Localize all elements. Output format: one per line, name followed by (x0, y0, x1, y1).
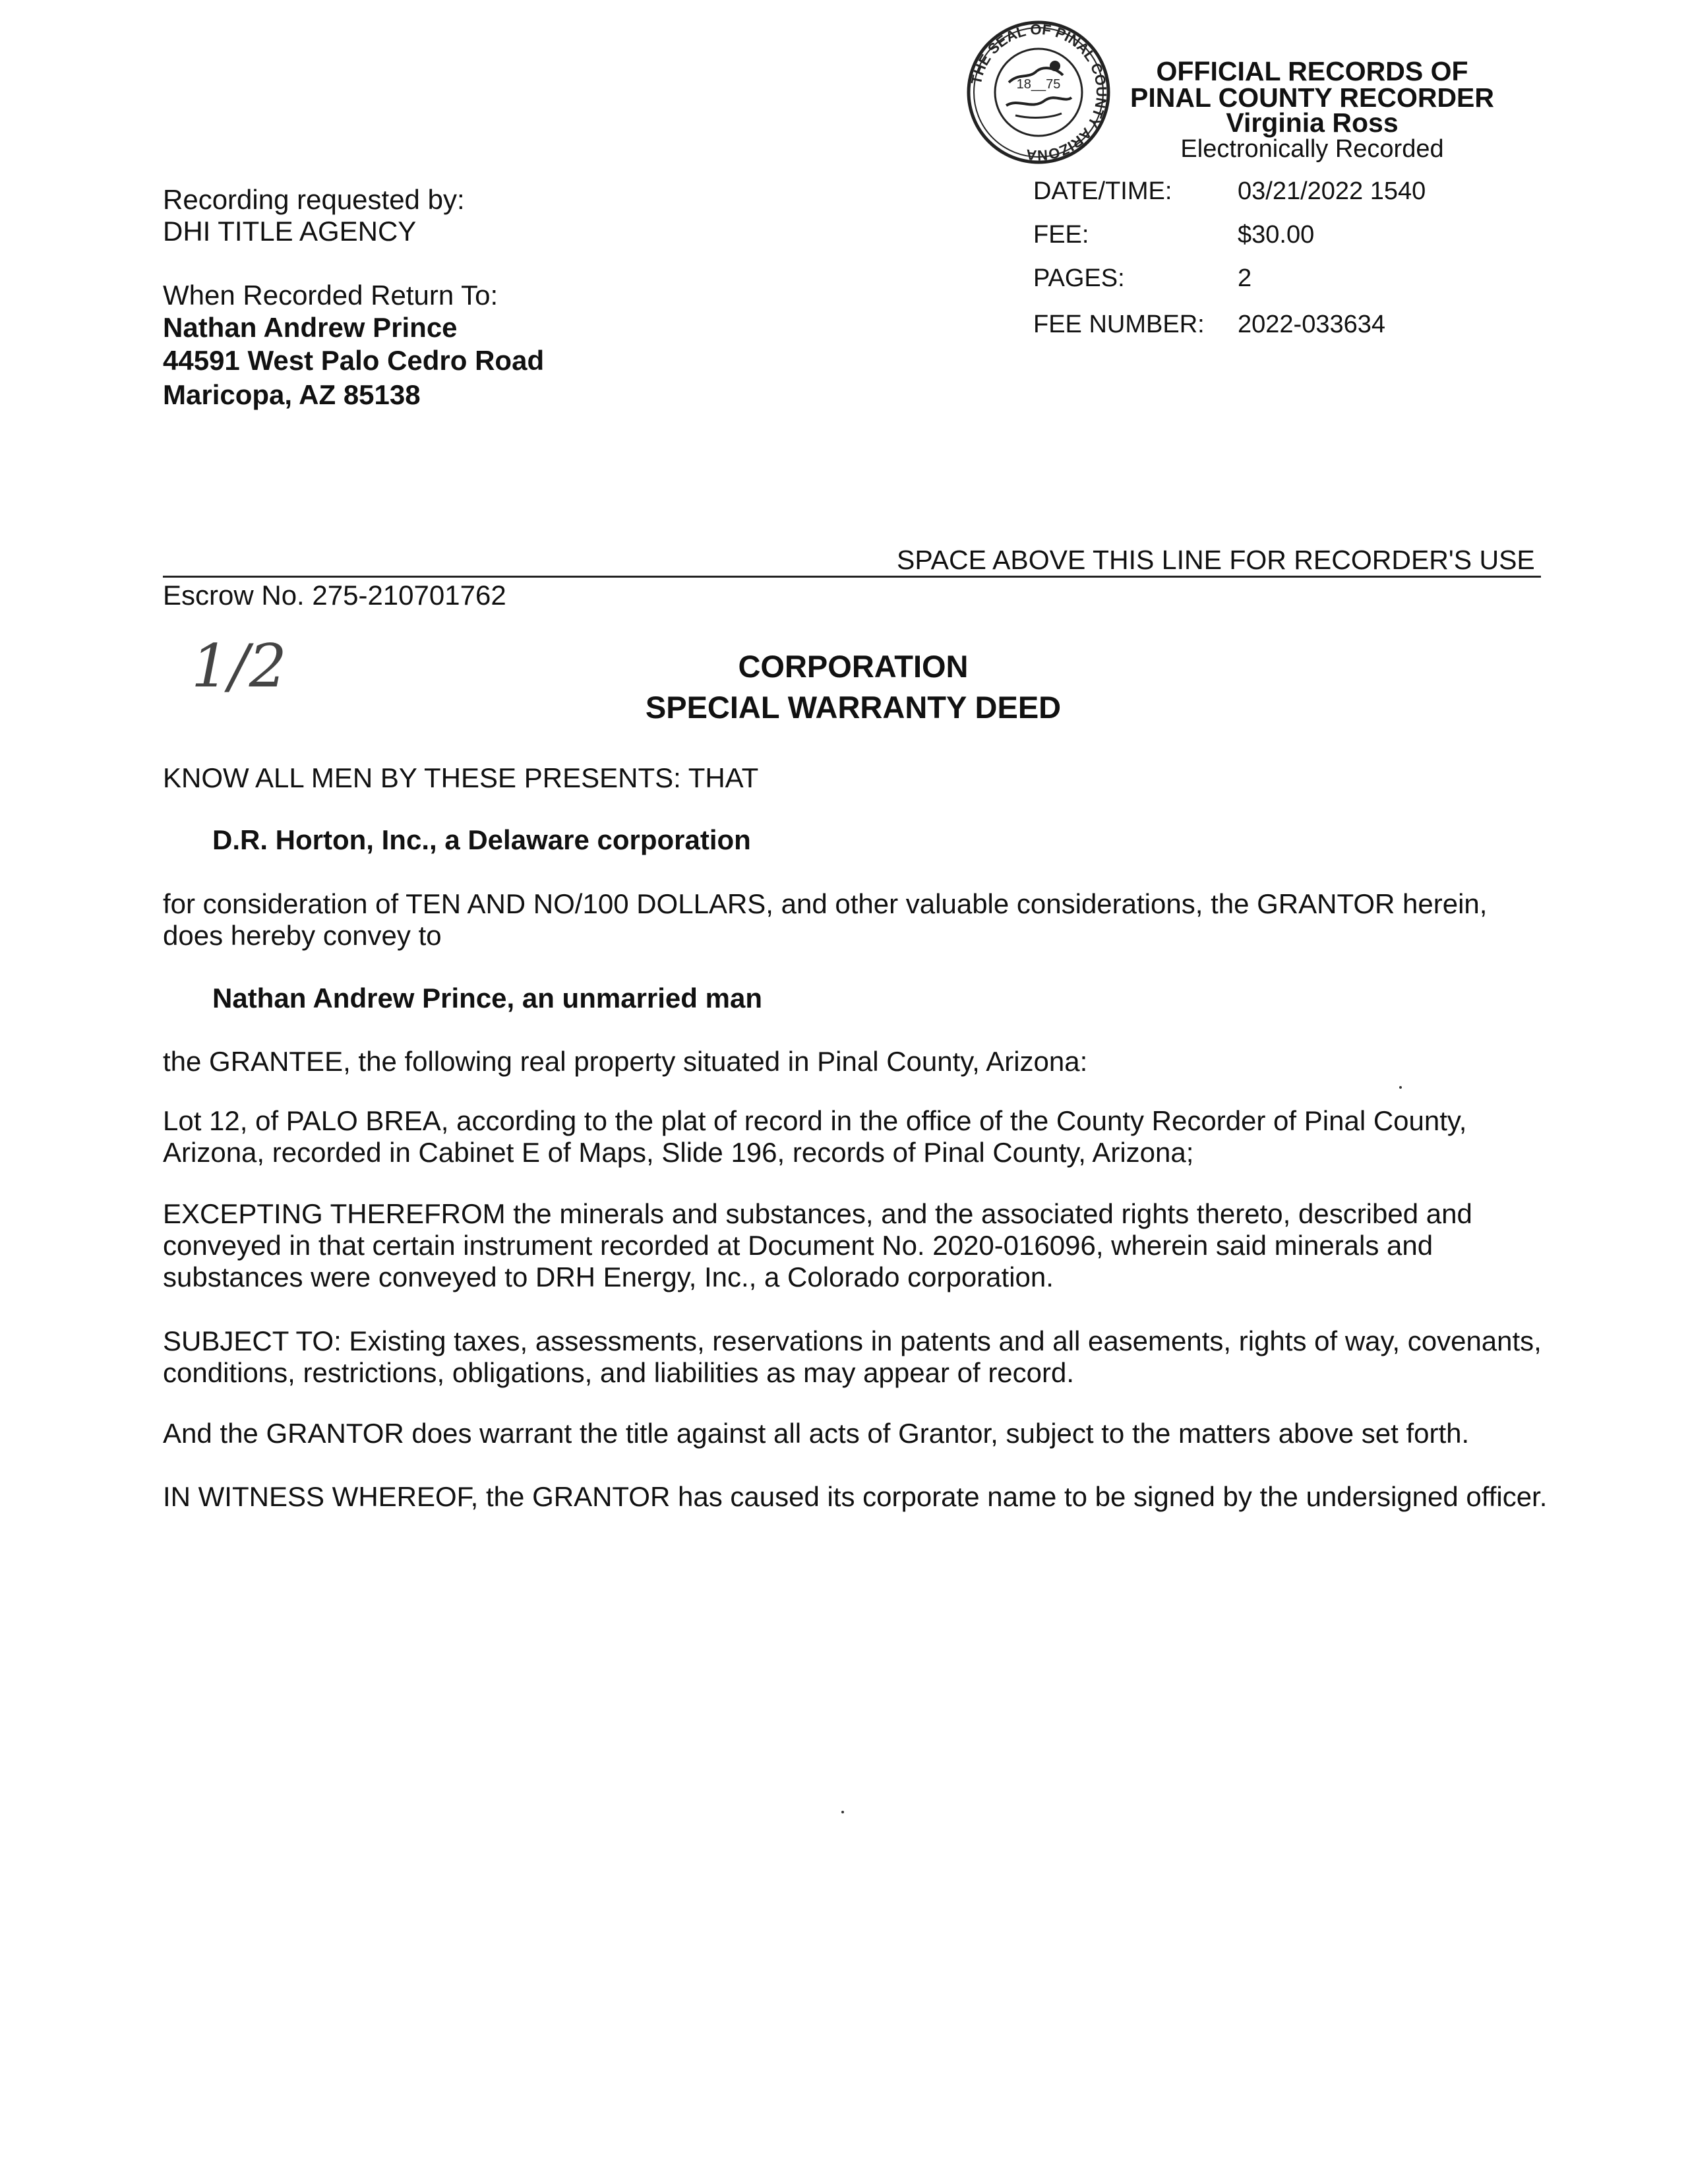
intro-text: KNOW ALL MEN BY THESE PRESENTS: THAT (163, 762, 759, 793)
witness-clause: IN WITNESS WHEREOF, the GRANTOR has caused its corporate name to be signed by the undersigned officer. (163, 1481, 1548, 1512)
consideration-text: for consideration of TEN AND NO/100 DOLLARS, and other valuable considerations, the GRANTOR herein, does hereby convey to (163, 888, 1488, 951)
seal-year: 18__75 (1016, 77, 1061, 92)
pages-value: 2 (1238, 264, 1252, 292)
property-intro: the GRANTEE, the following real property situated in Pinal County, Arizona: (163, 1046, 1088, 1077)
fee-number-label: FEE NUMBER: (1033, 311, 1205, 338)
deed-title-line1: CORPORATION (738, 649, 969, 684)
scan-speck (1399, 1086, 1402, 1089)
grantee-name: Nathan Andrew Prince, an unmarried man (212, 983, 762, 1014)
deed-title-line2: SPECIAL WARRANTY DEED (645, 690, 1062, 725)
county-seal (963, 20, 1114, 165)
requested-by-value: DHI TITLE AGENCY (163, 216, 417, 247)
handwritten-mark: 1/2 (191, 632, 287, 701)
recording-status: Electronically Recorded (1180, 135, 1444, 163)
fee-value: $30.00 (1238, 221, 1315, 249)
recorder-line2: PINAL COUNTY RECORDER (1130, 82, 1495, 113)
legal-description: Lot 12, of PALO BREA, according to the plat of record in the office of the County Recorder of Pinal County, Arizona, recorded in Cabinet E of Maps, Slide 196, records of Pinal County, Arizona; (163, 1105, 1467, 1168)
recorder-use-note: SPACE ABOVE THIS LINE FOR RECORDER'S USE (897, 545, 1535, 575)
recorder-line1: OFFICIAL RECORDS OF (1156, 56, 1468, 86)
recorder-use-divider (163, 576, 1541, 578)
return-to-name: Nathan Andrew Prince (163, 312, 458, 343)
pages-label: PAGES: (1033, 264, 1125, 292)
grantor-name: D.R. Horton, Inc., a Delaware corporation (212, 824, 751, 855)
datetime-label: DATE/TIME: (1033, 177, 1172, 205)
return-to-street: 44591 West Palo Cedro Road (163, 345, 545, 376)
fee-label: FEE: (1033, 221, 1089, 249)
seal-ring-text: THE SEAL OF PINAL COUNTY ARIZONA (967, 20, 1110, 164)
subject-to-clause: SUBJECT TO: Existing taxes, assessments, reservations in patents and all easements, rights of way, covenants, conditions, restrictions, obligations, and liabilities as may appear of record. (163, 1325, 1542, 1388)
datetime-value: 03/21/2022 1540 (1238, 177, 1426, 205)
fee-number-value: 2022-033634 (1238, 311, 1385, 338)
return-to-label: When Recorded Return To: (163, 280, 498, 311)
recorder-name: Virginia Ross (1226, 107, 1399, 138)
warranty-clause: And the GRANTOR does warrant the title against all acts of Grantor, subject to the matters above set forth. (163, 1418, 1470, 1449)
return-to-city: Maricopa, AZ 85138 (163, 379, 421, 410)
requested-by-label: Recording requested by: (163, 184, 465, 215)
excepting-clause: EXCEPTING THEREFROM the minerals and substances, and the associated rights thereto, described and conveyed in that certain instrument recorded at Document No. 2020-016096, wherein said minerals and substances were conveyed to DRH Energy, Inc., a Colorado corporation. (163, 1198, 1472, 1292)
scan-speck (841, 1811, 844, 1813)
escrow-number: Escrow No. 275-210701762 (163, 580, 506, 611)
seal-graphic (963, 20, 1114, 165)
